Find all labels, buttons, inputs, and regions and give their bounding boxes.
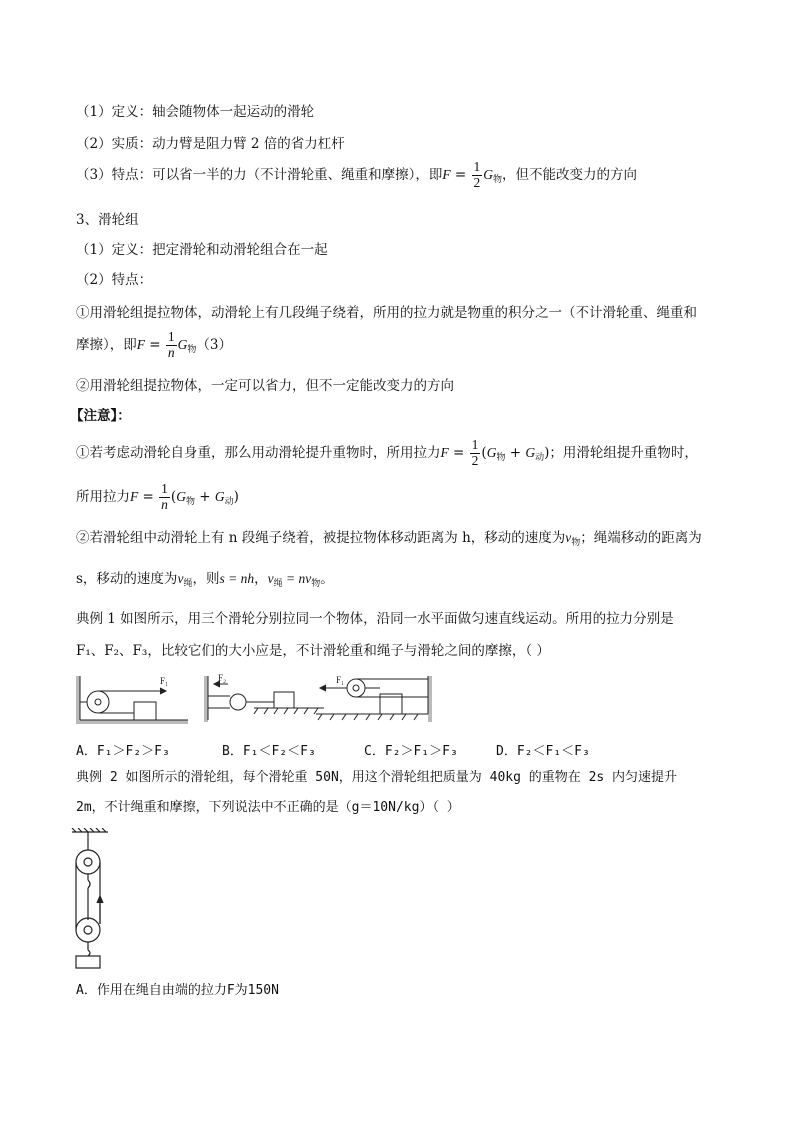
example1-line2: F₁、F₂、F₃，比较它们的大小应是，不计滑轮重和绳子与滑轮之间的摩擦，（ ） — [76, 643, 550, 659]
pulley-group-feature-heading: （2）特点： — [76, 272, 153, 288]
pulley-icon — [347, 679, 365, 697]
force-label-1: F₁ — [160, 676, 169, 686]
example2-pulley-figure — [70, 828, 114, 972]
movable-pulley-definition: （1）定义：轴会随物体一起运动的滑轮 — [76, 104, 315, 120]
option-d: D．F₂＜F₁＜F₃ — [496, 744, 590, 759]
example1-panel-3 — [316, 675, 432, 722]
movable-pulley-feature: （3）特点：可以省一半的力（不计滑轮重、绳重和摩擦），即F = $\frac{1}{2}$ $G_物$，但不能改变力的方向 — [76, 159, 638, 190]
pulley-group-definition: （1）定义：把定滑轮和动滑轮组合在一起 — [76, 242, 328, 258]
note2-line1: ②若滑轮组中动滑轮上有 n 段绳子绕着，被提拉物体移动距离为 h，移动的速度为$v_物$；绳端移动的距离为 — [76, 530, 702, 548]
option-b: B．F₁＜F₂＜F₃ — [222, 744, 316, 759]
note1-line2: 所用拉力F = $\frac{1}{n}$ $(G_物 + G_动)$ — [76, 481, 239, 512]
pulley-group-point1-line1: ①用滑轮组提拉物体，动滑轮上有几段绳子绕着，所用的拉力就是物重的积分之一（不计滑轮重、绳重和 — [76, 305, 697, 321]
example1-panel-2 — [204, 673, 324, 722]
note2-line2: s，移动的速度为$v_绳$，则s = nh，$v_绳 = nv_物$。 — [76, 571, 334, 589]
option-a: A．F₁＞F₂＞F₃ — [76, 744, 170, 759]
option-c: C．F₂＞F₁＞F₃ — [364, 744, 458, 759]
example2-line2: 2m，不计绳重和摩擦，下列说法中不正确的是（g＝10N/kg）（ ） — [76, 800, 460, 815]
pulley-group-point1-line2: 摩擦），即F = $\frac{1}{n}$ $G_物(3)$ — [76, 329, 233, 360]
movable-pulley-icon — [76, 918, 100, 942]
example2-option-a: A．作用在绳自由端的拉力F为150N — [76, 983, 279, 998]
pulley-icon — [87, 691, 109, 713]
notes-heading: 【注意】： — [70, 408, 131, 424]
movable-pulley-essence: （2）实质：动力臂是阻力臂 2 倍的省力杠杆 — [76, 136, 345, 152]
example1-figure — [76, 672, 436, 728]
force-label-2: F₂ — [218, 673, 227, 683]
pulley-group-point2: ②用滑轮组提拉物体，一定可以省力，但不一定能改变力的方向 — [76, 378, 454, 394]
note1-line1: ①若考虑动滑轮自身重，那么用动滑轮提升重物时，所用拉力F = $\frac{1}{2}$ $(G_物 + G_动)$；用滑轮组提升重物时， — [76, 437, 698, 468]
example1-line1: 典例 1 如图所示，用三个滑轮分别拉同一个物体，沿同一水平面做匀速直线运动。所用的拉力分别是 — [76, 611, 674, 627]
force-label-3: F₁ — [336, 675, 345, 685]
example1-panel-1 — [76, 676, 188, 724]
fixed-pulley-icon — [76, 850, 100, 874]
pulley-group-heading: 3、滑轮组 — [76, 212, 139, 228]
example2-line1: 典例 2 如图所示的滑轮组，每个滑轮重 50N，用这个滑轮组把质量为 40kg 的重物在 2s 内匀速提升 — [76, 770, 678, 785]
pulley-icon — [230, 694, 246, 710]
